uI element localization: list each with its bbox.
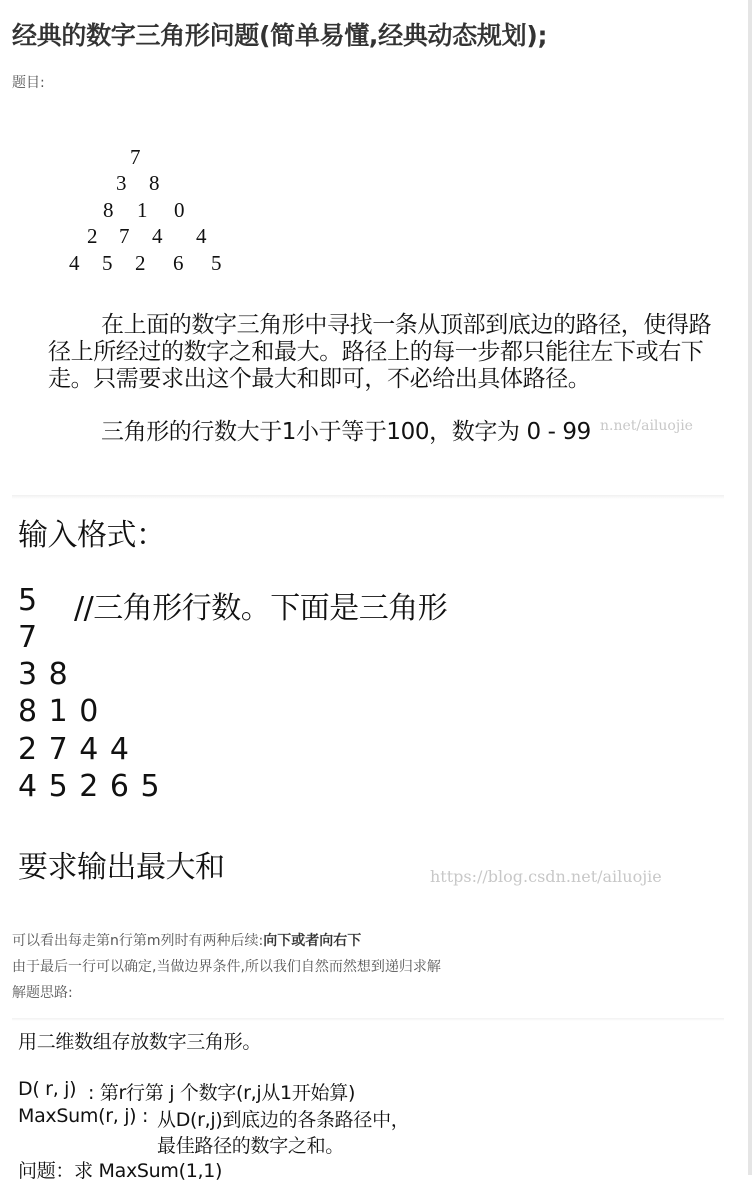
article-title: 经典的数字三角形问题(简单易懂,经典动态规划); xyxy=(12,21,548,50)
solution-box-border xyxy=(12,1018,724,1021)
scrollbar[interactable] xyxy=(748,0,752,1175)
triangle-number: 8 xyxy=(103,198,114,222)
solution-line-1: 用二维数组存放数字三角形。 xyxy=(18,1031,262,1053)
triangle-number: 4 xyxy=(152,224,163,248)
maxsum-description-2: 最佳路径的数字之和。 xyxy=(157,1135,345,1157)
analysis-emphasis: 向下或者向右下 xyxy=(263,933,362,949)
triangle-number: 7 xyxy=(130,145,141,169)
triangle-number: 2 xyxy=(135,251,146,275)
triangle-number: 7 xyxy=(119,224,130,248)
question-line: 问题：求 MaxSum(1,1) xyxy=(18,1160,223,1182)
triangle-number: 5 xyxy=(211,251,222,275)
problem-description: 在上面的数字三角形中寻找一条从顶部到底边的路径，使得路径上所经过的数字之和最大。路径上的每一步都只能往左下或右下走。只需要求出这个最大和即可，不必给出具体路径。 xyxy=(48,312,712,392)
input-line-count: 5 xyxy=(18,583,37,618)
input-format-heading: 输入格式： xyxy=(18,518,166,553)
analysis-line-2: 由于最后一行可以确定,当做边界条件,所以我们自然而然想到递归求解 xyxy=(12,959,441,975)
input-line: 8 1 0 xyxy=(18,694,100,729)
triangle-number: 3 xyxy=(116,171,127,195)
analysis-text: 可以看出每走第n行第m列时有两种后续: xyxy=(12,933,264,949)
triangle-number: 4 xyxy=(196,224,207,248)
input-line: 3 8 xyxy=(18,657,69,692)
triangle-number: 2 xyxy=(87,224,98,248)
triangle-number: 5 xyxy=(102,251,113,275)
output-requirement: 要求输出最大和 xyxy=(18,850,225,885)
d-label: D( r, j) xyxy=(18,1078,77,1100)
triangle-number: 8 xyxy=(149,171,160,195)
d-description: : 第r行第 j 个数字(r,j从1开始算) xyxy=(88,1082,356,1104)
triangle-number: 1 xyxy=(137,198,148,222)
input-format-panel xyxy=(12,495,724,499)
triangle-number: 0 xyxy=(174,198,185,222)
triangle-number: 4 xyxy=(69,251,80,275)
input-line-comment: //三角形行数。下面是三角形 xyxy=(74,591,448,626)
solution-heading: 解题思路: xyxy=(12,985,73,1001)
input-line: 4 5 2 6 5 xyxy=(18,769,161,804)
maxsum-label: MaxSum(r, j) : xyxy=(18,1105,149,1127)
analysis-line-1 xyxy=(12,930,361,950)
input-line: 7 xyxy=(18,620,39,655)
triangle-number: 6 xyxy=(173,251,184,275)
watermark-bottom: https://blog.csdn.net/ailuojie xyxy=(430,867,662,886)
problem-label: 题目: xyxy=(12,75,45,91)
maxsum-description-1: 从D(r,j)到底边的各条路径中， xyxy=(157,1109,410,1131)
input-line: 2 7 4 4 xyxy=(18,732,130,767)
problem-constraint: 三角形的行数大于1小于等于100，数字为 0 - 99 xyxy=(101,419,591,445)
watermark-top: n.net/ailuojie xyxy=(600,418,693,434)
